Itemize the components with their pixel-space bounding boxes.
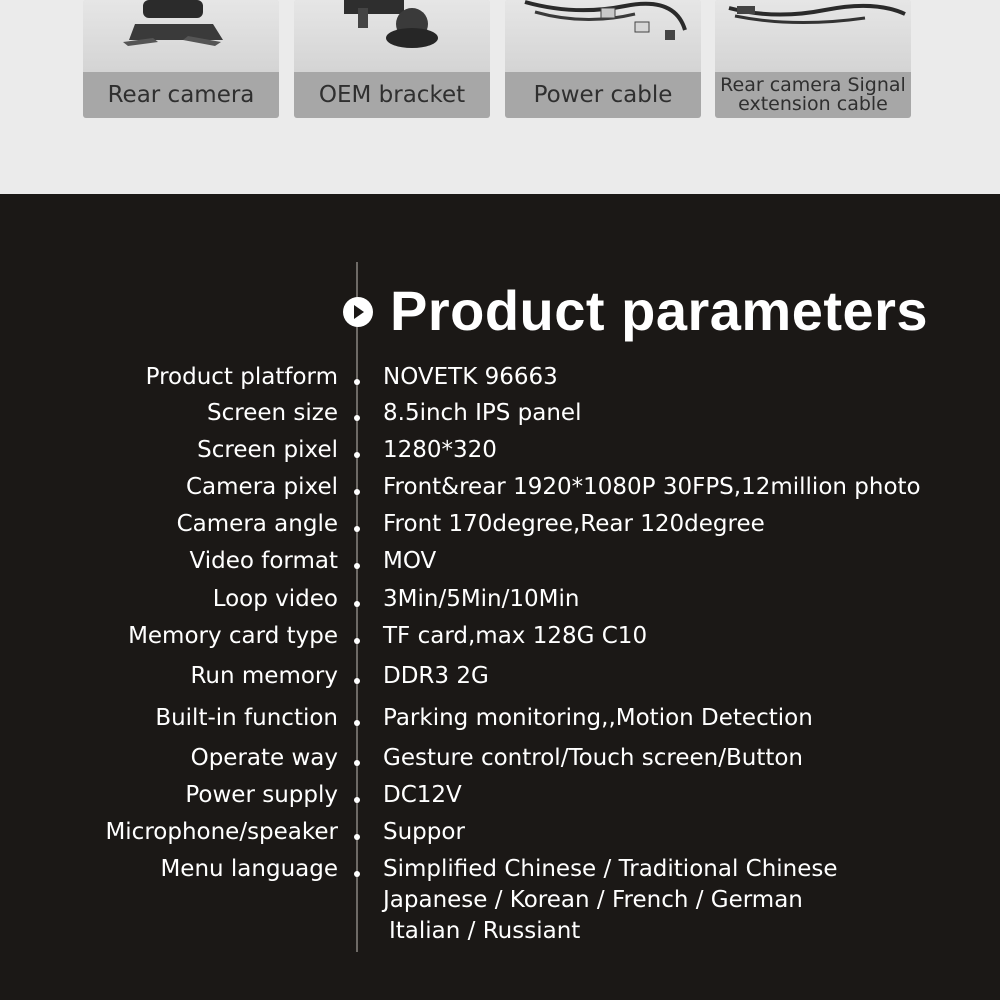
parameter-key: Camera pixel	[185, 474, 338, 500]
parameter-key: Loop video	[212, 586, 338, 612]
parameter-value: Suppor	[383, 819, 465, 845]
menu-language-extra: Japanese / Korean / French / German	[383, 887, 803, 913]
accessory-label: Power cable	[505, 72, 701, 118]
bullet-dot-icon	[354, 379, 360, 385]
accessories-section	[0, 0, 1000, 194]
section-title: Product parameters	[390, 279, 929, 342]
parameter-row	[0, 819, 1000, 853]
bullet-dot-icon	[354, 834, 360, 840]
accessory-card-oem-bracket	[294, 0, 490, 118]
parameter-key: Power supply	[185, 782, 338, 808]
parameter-row	[0, 586, 1000, 620]
bullet-dot-icon	[354, 452, 360, 458]
parameter-key: Built-in function	[155, 705, 338, 731]
bullet-dot-icon	[354, 526, 360, 532]
parameter-key: Microphone/speaker	[105, 819, 338, 845]
parameter-row	[0, 548, 1000, 582]
parameter-key: Screen size	[207, 400, 338, 426]
parameter-value: NOVETK 96663	[383, 364, 558, 390]
parameter-value: Front 170degree,Rear 120degree	[383, 511, 765, 537]
parameter-row	[0, 663, 1000, 697]
parameter-row	[0, 437, 1000, 471]
power-cable-icon	[505, 0, 701, 72]
bullet-dot-icon	[354, 563, 360, 569]
parameter-value: Gesture control/Touch screen/Button	[383, 745, 804, 771]
bullet-dot-icon	[354, 489, 360, 495]
accessory-label: Rear camera Signal extension cable	[715, 72, 911, 118]
bullet-dot-icon	[354, 871, 360, 877]
parameter-row	[0, 400, 1000, 434]
parameter-value: Simplified Chinese / Traditional Chinese	[383, 856, 838, 882]
play-circle-icon	[343, 297, 373, 327]
parameter-value: Front&rear 1920*1080P 30FPS,12million photo	[383, 474, 921, 500]
parameter-key: Screen pixel	[197, 437, 338, 463]
parameter-key: Operate way	[190, 745, 338, 771]
accessory-card-power-cable	[505, 0, 701, 118]
parameter-value: DDR3 2G	[383, 663, 489, 689]
accessory-card-rear-camera	[83, 0, 279, 118]
parameter-row	[0, 856, 1000, 890]
parameter-row	[0, 364, 1000, 398]
parameter-row	[0, 705, 1000, 739]
parameter-value: DC12V	[383, 782, 462, 808]
parameter-row	[0, 745, 1000, 779]
parameter-key: Product platform	[145, 364, 338, 390]
parameter-value: TF card,max 128G C10	[383, 623, 648, 649]
parameter-key: Memory card type	[128, 623, 338, 649]
bullet-dot-icon	[354, 601, 360, 607]
bullet-dot-icon	[354, 638, 360, 644]
parameter-row	[0, 782, 1000, 816]
parameter-key: Video format	[189, 548, 338, 574]
bullet-dot-icon	[354, 678, 360, 684]
bullet-dot-icon	[354, 415, 360, 421]
bullet-dot-icon	[354, 720, 360, 726]
rear-camera-icon	[83, 0, 279, 72]
bullet-dot-icon	[354, 797, 360, 803]
parameter-key: Menu language	[160, 856, 338, 882]
parameter-row	[0, 511, 1000, 545]
parameter-row	[0, 623, 1000, 657]
menu-language-extra: Italian / Russiant	[389, 918, 581, 944]
parameter-row	[0, 474, 1000, 508]
parameter-value: Parking monitoring,,Motion Detection	[383, 705, 813, 731]
accessory-label: Rear camera	[83, 72, 279, 118]
parameter-key: Camera angle	[176, 511, 338, 537]
extension-cable-icon	[715, 0, 911, 72]
parameter-value: 3Min/5Min/10Min	[383, 586, 580, 612]
bracket-icon	[294, 0, 490, 72]
parameter-value: 8.5inch IPS panel	[383, 400, 582, 426]
accessory-card-extension-cable	[715, 0, 911, 118]
parameter-value: 1280*320	[383, 437, 497, 463]
parameter-value: MOV	[383, 548, 437, 574]
accessory-label: OEM bracket	[294, 72, 490, 118]
bullet-dot-icon	[354, 760, 360, 766]
parameter-key: Run memory	[190, 663, 338, 689]
